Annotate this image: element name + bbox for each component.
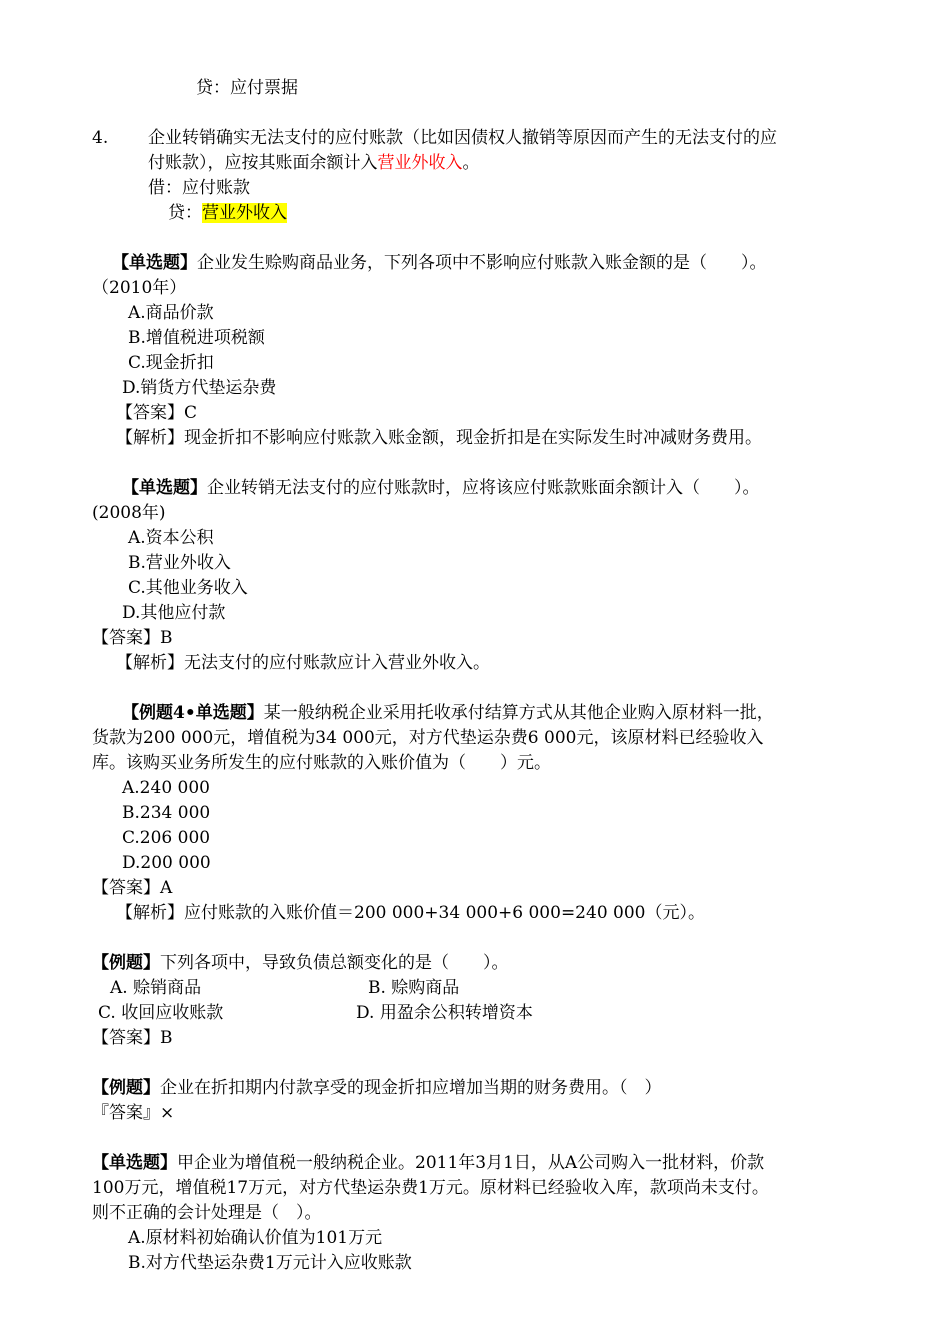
q6-stem-line1 — [92, 1151, 764, 1175]
q2-option-a: A.资本公积 — [128, 528, 214, 548]
item4-text-end: 。 — [462, 153, 480, 173]
q2-option-c: C.其他业务收入 — [128, 578, 248, 598]
q1-option-d: D.销货方代垫运杂费 — [122, 378, 277, 398]
q4-stem — [92, 951, 509, 975]
q1-answer: 【答案】C — [116, 403, 198, 423]
q6-option-b: B.对方代垫运杂费1万元计入应收账款 — [128, 1253, 412, 1273]
q3-tag: 【例题4•单选题】 — [122, 703, 264, 723]
q5-tag: 【例题】 — [92, 1078, 160, 1098]
q1-stem-text: 企业发生赊购商品业务，下列各项中不影响应付账款入账金额的是（ ）。 — [197, 253, 767, 273]
item-number: 4. — [92, 128, 109, 148]
q2-analysis: 【解析】无法支付的应付账款应计入营业外收入。 — [116, 653, 490, 673]
item4-text-prefix: 付账款），应按其账面余额计入 — [148, 153, 378, 173]
q1-option-c: C.现金折扣 — [128, 353, 214, 373]
q2-answer: 【答案】B — [92, 628, 173, 648]
q6-tag: 【单选题】 — [92, 1153, 177, 1173]
q5-stem — [92, 1076, 662, 1100]
q2-option-d: D.其他应付款 — [122, 603, 226, 623]
q1-tag: 【单选题】 — [112, 253, 197, 273]
q4-option-b: B. 赊购商品 — [368, 978, 460, 998]
q4-option-d: D. 用盈余公积转增资本 — [356, 1003, 533, 1023]
q3-analysis: 【解析】应付账款的入账价值＝200 000+34 000+6 000=240 000（元）。 — [116, 903, 705, 923]
q5-answer: 『答案』× — [92, 1103, 175, 1123]
q3-option-b: B.234 000 — [122, 803, 211, 823]
q6-stem-text: 甲企业为增值税一般纳税企业。2011年3月1日，从A公司购入一批材料，价款 — [177, 1153, 765, 1173]
q2-stem-line1 — [122, 476, 760, 500]
q2-tag: 【单选题】 — [122, 478, 207, 498]
item4-credit-highlight: 营业外收入 — [202, 203, 287, 223]
q1-option-b: B.增值税进项税额 — [128, 328, 265, 348]
q4-option-c: C. 收回应收账款 — [98, 1003, 224, 1023]
q2-option-b: B.营业外收入 — [128, 553, 231, 573]
q6-stem-line3: 则不正确的会计处理是（ ）。 — [92, 1203, 322, 1223]
q1-option-a: A.商品价款 — [128, 303, 214, 323]
q1-stem-line1 — [112, 251, 767, 275]
q3-answer: 【答案】A — [92, 878, 173, 898]
q1-stem-line2: （2010年） — [92, 278, 187, 298]
item4-text-line2 — [148, 151, 480, 175]
q3-stem-line2: 货款为200 000元，增值税为34 000元，对方代垫运杂费6 000元，该原材料已经验收入 — [92, 728, 764, 748]
item4-credit-prefix: 贷： — [168, 203, 202, 223]
q3-stem-line1 — [122, 701, 774, 725]
q1-analysis: 【解析】现金折扣不影响应付账款入账金额，现金折扣是在实际发生时冲减财务费用。 — [116, 428, 762, 448]
q4-tag: 【例题】 — [92, 953, 160, 973]
credit-notes-payable-line: 贷：应付票据 — [196, 78, 298, 98]
q3-option-d: D.200 000 — [122, 853, 211, 873]
q3-stem-text: 某一般纳税企业采用托收承付结算方式从其他企业购入原材料一批， — [263, 703, 774, 723]
item4-debit-entry: 借：应付账款 — [148, 178, 250, 198]
q6-stem-line2: 100万元，增值税17万元，对方代垫运杂费1万元。原材料已经验收入库，款项尚未支付。 — [92, 1178, 769, 1198]
q2-stem-text: 企业转销无法支付的应付账款时，应将该应付账款账面余额计入（ ）。 — [207, 478, 760, 498]
item4-text-line1: 企业转销确实无法支付的应付账款（比如因债权人撤销等原因而产生的无法支付的应 — [148, 128, 777, 148]
q4-answer: 【答案】B — [92, 1028, 173, 1048]
q2-stem-line2: (2008年) — [92, 503, 166, 523]
q4-option-a: A. 赊销商品 — [110, 978, 202, 998]
q4-stem-text: 下列各项中，导致负债总额变化的是（ ）。 — [160, 953, 509, 973]
q5-stem-text: 企业在折扣期内付款享受的现金折扣应增加当期的财务费用。（ ） — [160, 1078, 662, 1098]
q3-stem-line3: 库。该购买业务所发生的应付账款的入账价值为（ ）元。 — [92, 753, 551, 773]
q6-option-a: A.原材料初始确认价值为101万元 — [128, 1228, 383, 1248]
item4-credit-entry — [168, 201, 287, 225]
item4-red-term: 营业外收入 — [377, 153, 463, 173]
q3-option-c: C.206 000 — [122, 828, 211, 848]
q3-option-a: A.240 000 — [122, 778, 210, 798]
